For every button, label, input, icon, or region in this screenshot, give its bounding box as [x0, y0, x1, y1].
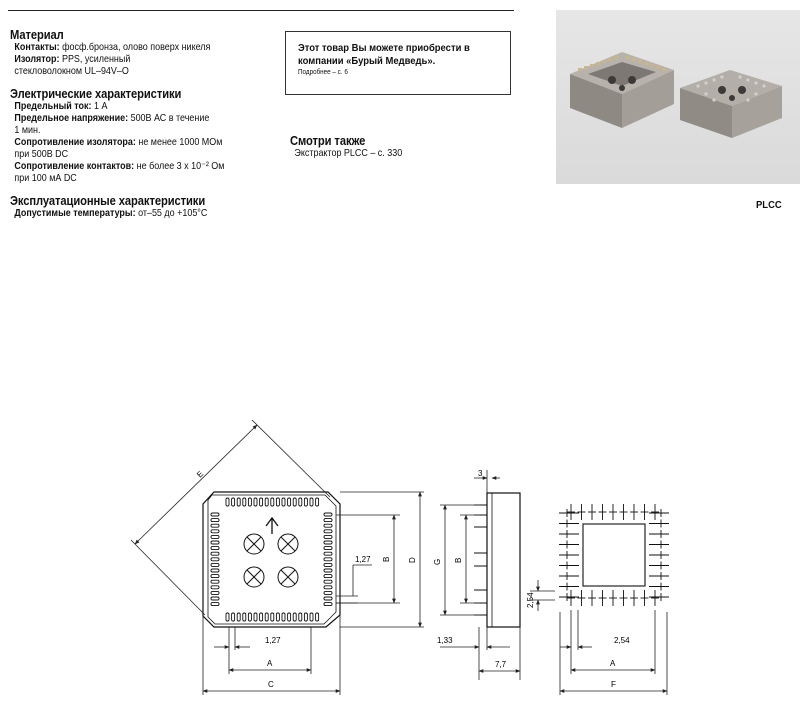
socket-pin [316, 498, 319, 506]
socket-pin [211, 535, 219, 538]
socket-pin [211, 558, 219, 561]
socket-pin [211, 519, 219, 522]
socket-pin [254, 613, 257, 621]
socket-pin [299, 498, 302, 506]
insulator-value: PPS, усиленный [61, 54, 131, 65]
see-also-heading: Смотри также [290, 133, 366, 148]
dim-E [131, 420, 330, 615]
dim-D-label: D [408, 557, 417, 563]
temp-label: Допустимые температуры: [14, 208, 136, 219]
electrical-heading: Электрические характеристики [10, 86, 182, 101]
temp-value: от–55 до +105°С [138, 208, 208, 219]
contact-res-label: Сопротивление контактов: [14, 161, 135, 172]
socket-pin [211, 597, 219, 600]
socket-pin [299, 613, 302, 621]
socket-pin [282, 613, 285, 621]
socket-side-view [474, 493, 520, 627]
socket-footprint-view [559, 504, 669, 606]
socket-pin [304, 498, 307, 506]
socket-pin [324, 586, 332, 589]
socket-pin [211, 524, 219, 527]
socket-pin [293, 613, 296, 621]
socket-pin [211, 603, 219, 606]
socket-pin [276, 498, 279, 506]
socket-pin [243, 613, 246, 621]
photo-caption: PLCC [756, 199, 782, 211]
socket-pin [324, 547, 332, 550]
socket-pin [211, 591, 219, 594]
socket-pin [232, 498, 235, 506]
socket-pin [254, 498, 257, 506]
socket-pin [288, 498, 291, 506]
dim-127-v: 1,27 [355, 555, 371, 564]
contact-res-value: не более 3 x 10⁻² Ом [136, 161, 225, 172]
socket-pin [324, 569, 332, 572]
current-label: Предельный ток: [14, 101, 92, 112]
dim-B2-label: B [454, 557, 463, 563]
socket-pin [324, 530, 332, 533]
dim-A2-label: A [610, 659, 616, 668]
socket-pin-rows [211, 498, 332, 621]
socket-pin [324, 519, 332, 522]
dim-F-label: F [611, 680, 616, 689]
socket-pin [324, 580, 332, 583]
socket-pin [211, 586, 219, 589]
contact-res-line-2: при 100 мА DC [14, 173, 77, 184]
socket-pin [324, 535, 332, 538]
insulation-value: не менее 1000 МОм [138, 137, 223, 148]
socket-pin [243, 498, 246, 506]
contacts-label: Контакты: [14, 42, 60, 53]
dim-133-label: 1,33 [437, 636, 453, 645]
voltage-line-2: 1 мин. [14, 125, 41, 136]
socket-pin [248, 498, 251, 506]
voltage-label: Предельное напряжение: [14, 113, 129, 124]
socket-pin [265, 498, 268, 506]
promo-line-2: компании «Бурый Медведь». [298, 55, 436, 67]
promo-more-link[interactable]: Подробнее – с. 6 [298, 69, 348, 76]
socket-pin [271, 613, 274, 621]
dim-G-label: G [433, 558, 442, 565]
socket-pin [226, 613, 229, 621]
dim-A-label: A [267, 659, 273, 668]
socket-pin [211, 552, 219, 555]
operational-heading: Эксплуатационные характеристики [10, 193, 206, 208]
socket-top-view [203, 492, 340, 627]
socket-pin [310, 498, 313, 506]
socket-pin [324, 563, 332, 566]
dim-77-label: 7,7 [495, 660, 507, 669]
socket-pin [324, 513, 332, 516]
socket-pin [265, 613, 268, 621]
socket-pin [324, 591, 332, 594]
current-value: 1 А [93, 101, 108, 112]
cross-holes [244, 534, 298, 587]
insulation-line-2: при 500В DC [14, 149, 69, 160]
socket-pin [211, 580, 219, 583]
insulator-line-2: стекловолокном UL–94V–O [14, 66, 129, 77]
dim-C-label: C [268, 680, 274, 689]
socket-pin [211, 530, 219, 533]
socket-pin [260, 613, 263, 621]
socket-pin [211, 575, 219, 578]
see-also-item[interactable]: Экстрактор PLCC – с. 330 [294, 148, 403, 159]
socket-pin [324, 558, 332, 561]
voltage-value: 500В АС в течение [130, 113, 210, 124]
socket-pin [248, 613, 251, 621]
socket-pin [324, 575, 332, 578]
socket-pin [226, 498, 229, 506]
socket-pin [324, 597, 332, 600]
socket-pin [211, 513, 219, 516]
socket-pin [293, 498, 296, 506]
socket-pin [211, 563, 219, 566]
socket-pin [282, 498, 285, 506]
socket-pin [324, 603, 332, 606]
promo-line-1: Этот товар Вы можете приобрести в [298, 42, 470, 54]
dim-254-v: 2,54 [526, 592, 535, 608]
socket-pin [324, 541, 332, 544]
insulation-label: Сопротивление изолятора: [14, 137, 136, 148]
material-heading: Материал [10, 27, 64, 42]
socket-pin [211, 541, 219, 544]
dim-3-label: 3 [478, 469, 483, 478]
dim-B-label: B [382, 556, 391, 562]
dims-side [440, 470, 520, 680]
socket-pin [237, 613, 240, 621]
socket-pin [237, 498, 240, 506]
socket-pin [310, 613, 313, 621]
socket-pin [232, 613, 235, 621]
dim-127-h: 1,27 [265, 636, 281, 645]
socket-pin [304, 613, 307, 621]
socket-pin [211, 569, 219, 572]
dim-E-label: E [195, 469, 206, 480]
socket-pin [324, 552, 332, 555]
socket-pin [271, 498, 274, 506]
dim-254-h: 2,54 [614, 636, 630, 645]
socket-pin [211, 547, 219, 550]
socket-pin [288, 613, 291, 621]
dims-footprint [530, 580, 667, 695]
socket-pin [324, 524, 332, 527]
socket-pin [260, 498, 263, 506]
insulator-label: Изолятор: [14, 54, 60, 65]
socket-pin [316, 613, 319, 621]
contacts-value: фосф.бронза, олово поверх никеля [62, 42, 211, 53]
socket-pin [276, 613, 279, 621]
